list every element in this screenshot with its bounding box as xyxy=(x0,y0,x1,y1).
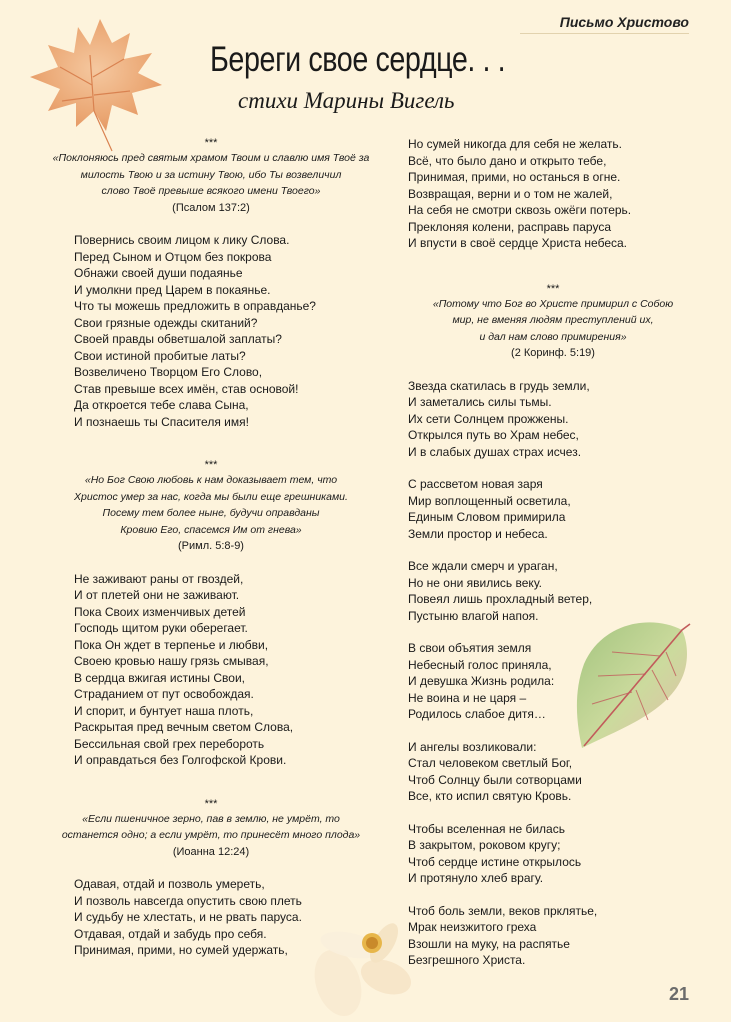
verse-line: Чтоб сердце истине открылось xyxy=(408,854,582,869)
verse-line: Пока Своих изменчивых детей xyxy=(74,604,246,619)
poem-stanza xyxy=(46,571,376,769)
scripture-reference: (2 Коринф. 5:19) xyxy=(511,347,595,359)
verse-line: Все ждали смерч и ураган, xyxy=(408,559,558,573)
article-title: Береги свое сердце. . . xyxy=(210,40,506,79)
verse-line: Безгрешного Христа. xyxy=(408,953,526,967)
verse-line: И от плетей они не заживают. xyxy=(74,588,240,602)
verse-line: И протянуло хлеб врагу. xyxy=(408,871,544,885)
epigraph xyxy=(46,472,376,538)
verse-line: Отдавая, отдай и забудь про себя. xyxy=(74,926,267,941)
epigraph-line: останется одно; а если умрёт, то принесёт много плода» xyxy=(61,829,361,841)
verse-line: Земли простор и небеса. xyxy=(408,526,548,541)
maple-leaf-illustration xyxy=(20,15,170,155)
verse-line: Но сумей никогда для себя не желать. xyxy=(408,137,622,151)
verse-line: И умолкни пред Царем в покаянье. xyxy=(74,282,271,297)
article-subtitle: стихи Марины Вигель xyxy=(238,88,455,113)
section-divider: *** xyxy=(204,137,218,149)
verse-line: Возвеличено Творцом Его Слово, xyxy=(74,365,263,379)
page-number: 21 xyxy=(668,984,689,1004)
verse-line: Не воина и не царя – xyxy=(408,690,527,705)
verse-line: Не заживают раны от гвоздей, xyxy=(74,571,244,586)
verse-line: Повеял лишь прохладный ветер, xyxy=(408,592,593,606)
section-divider: *** xyxy=(204,797,218,810)
epigraph-line: Кровию Его, спасемся Им от гнева» xyxy=(120,523,302,536)
verse-line: Раскрытая пред вечным светом Слова, xyxy=(74,720,294,734)
header-rule xyxy=(520,33,689,34)
verse-line: И впусти в своё сердце Христа небеса. xyxy=(408,236,628,250)
verse-line: Своею кровью нашу грязь смывая, xyxy=(74,654,269,668)
running-head: Письмо Христово xyxy=(559,14,689,30)
verse-line: Чтоб Солнцу были сотворцами xyxy=(408,772,582,787)
poem-stanza xyxy=(408,903,698,969)
epigraph-line: «Потому что Бог во Христе примирил с Собою xyxy=(432,297,674,310)
verse-line: В свои объятия земля xyxy=(408,641,532,655)
epigraph-line: «Но Бог Свою любовь к нам доказывает тем, что xyxy=(84,474,338,486)
verse-line: И познаешь ты Спасителя имя! xyxy=(74,414,249,429)
verse-line: И судьбу не хлестать, и не рвать паруса. xyxy=(74,910,302,924)
verse-line: Мрак неизжитого греха xyxy=(408,920,537,934)
verse-line: Бессильная свой грех перебороть xyxy=(74,736,265,751)
verse-line: Преклоняя колени, расправь паруса xyxy=(408,219,611,234)
verse-line: Родилось слабое дитя… xyxy=(408,707,546,721)
verse-line: Став превыше всех имён, став основой! xyxy=(74,381,299,396)
verse-line: Но не они явились веку. xyxy=(408,575,542,590)
verse-line: Всё, что было дано и открыто тебе, xyxy=(408,153,607,168)
verse-line: С рассветом новая заря xyxy=(408,477,543,491)
verse-line: Взошли на муку, на распятье xyxy=(408,936,570,951)
poem-stanza xyxy=(408,378,698,461)
verse-line: И спорит, и бунтует наша плоть, xyxy=(74,703,254,718)
verse-line: Повернись своим лицом к лику Слова. xyxy=(74,233,290,247)
right-column xyxy=(408,136,698,969)
verse-line: Да откроется тебе слава Сына, xyxy=(74,398,249,412)
scripture-reference: (Псалом 137:2) xyxy=(172,201,250,214)
verse-line: На себя не смотри сквозь ожёги потерь. xyxy=(408,203,632,217)
section-divider: *** xyxy=(546,282,560,295)
verse-line: Все, кто испил святую Кровь. xyxy=(408,789,572,803)
scripture-reference: (Римл. 5:8-9) xyxy=(178,540,244,552)
verse-line: Их сети Солнцем прожжены. xyxy=(408,411,569,426)
verse-line: Своей правды обветшалой заплаты? xyxy=(74,332,282,346)
verse-line: Небесный голос приняла, xyxy=(408,657,552,672)
verse-line: Что ты можешь предложить в оправданье? xyxy=(74,299,316,313)
epigraph xyxy=(46,150,376,200)
poem-stanza xyxy=(408,476,698,542)
section-divider: *** xyxy=(204,459,218,471)
poem-stanza xyxy=(408,136,698,252)
verse-line: Принимая, прими, но сумей удержать, xyxy=(74,943,288,957)
verse-line: И позволь навсегда опустить свою плеть xyxy=(74,893,302,908)
verse-line: Пустыню влагой напоя. xyxy=(408,608,539,623)
verse-line: И оправдаться без Голгофской Крови. xyxy=(74,753,287,767)
verse-line: Единым Словом примирила xyxy=(408,510,566,524)
epigraph-line: мир, не вменяя людям преступлений их, xyxy=(452,314,654,326)
epigraph-line: Посему тем более ныне, будучи оправданы xyxy=(102,507,320,519)
epigraph-line: «Поклоняюсь пред святым храмом Твоим и славлю имя Твоё за xyxy=(52,152,370,164)
birch-leaf-illustration xyxy=(572,612,697,752)
verse-line: Господь щитом руки оберегает. xyxy=(74,621,248,635)
verse-line: Пока Он ждет в терпенье и любви, xyxy=(74,637,269,652)
epigraph-line: слово Твоё превыше всякого имени Твоего» xyxy=(101,185,321,197)
poem-stanza xyxy=(408,821,698,887)
epigraph-line: милость Твою и за истину Твою, ибо Ты возвеличил xyxy=(80,168,342,181)
verse-line: В закрытом, роковом кругу; xyxy=(408,838,561,852)
epigraph-line: «Если пшеничное зерно, пав в землю, не умрёт, то xyxy=(82,812,340,825)
verse-line: Одавая, отдай и позволь умереть, xyxy=(74,877,265,891)
verse-line: Открылся путь во Храм небес, xyxy=(408,428,579,442)
flower-illustration xyxy=(300,905,420,1020)
verse-line: И в слабых душах страх исчез. xyxy=(408,444,582,459)
left-column xyxy=(46,136,376,959)
epigraph-line: Христос умер за нас, когда мы были еще грешниками. xyxy=(74,490,348,503)
scripture-reference: (Иоанна 12:24) xyxy=(172,845,250,858)
epigraph-line: и дал нам слово примирения» xyxy=(479,330,627,343)
verse-line: В сердца вжигая истины Свои, xyxy=(74,670,245,685)
verse-line: Перед Сыном и Отцом без покрова xyxy=(74,249,272,264)
verse-line: Мир воплощенный осветила, xyxy=(408,493,571,508)
verse-line: Возвращая, верни и о том не жалей, xyxy=(408,186,613,201)
verse-line: Свои грязные одежды скитаний? xyxy=(74,315,258,330)
verse-line: И заметались силы тьмы. xyxy=(408,395,552,409)
epigraph xyxy=(408,296,698,346)
verse-line: Принимая, прими, но останься в огне. xyxy=(408,170,621,184)
verse-line: Чтоб боль земли, веков прклятье, xyxy=(408,903,598,918)
verse-line: Свои истиной пробитые латы? xyxy=(74,348,246,363)
verse-line: Звезда скатилась в грудь земли, xyxy=(408,378,590,393)
verse-line: Чтобы вселенная не билась xyxy=(408,821,565,836)
verse-line: Обнажи своей души подаянье xyxy=(74,266,243,280)
verse-line: И девушка Жизнь родила: xyxy=(408,674,555,688)
verse-line: И ангелы возликовали: xyxy=(408,739,537,754)
epigraph xyxy=(46,811,376,844)
verse-line: Страданием от пут освобождая. xyxy=(74,687,254,701)
poem-stanza xyxy=(46,232,376,430)
verse-line: Стал человеком светлый Бог, xyxy=(408,756,573,770)
